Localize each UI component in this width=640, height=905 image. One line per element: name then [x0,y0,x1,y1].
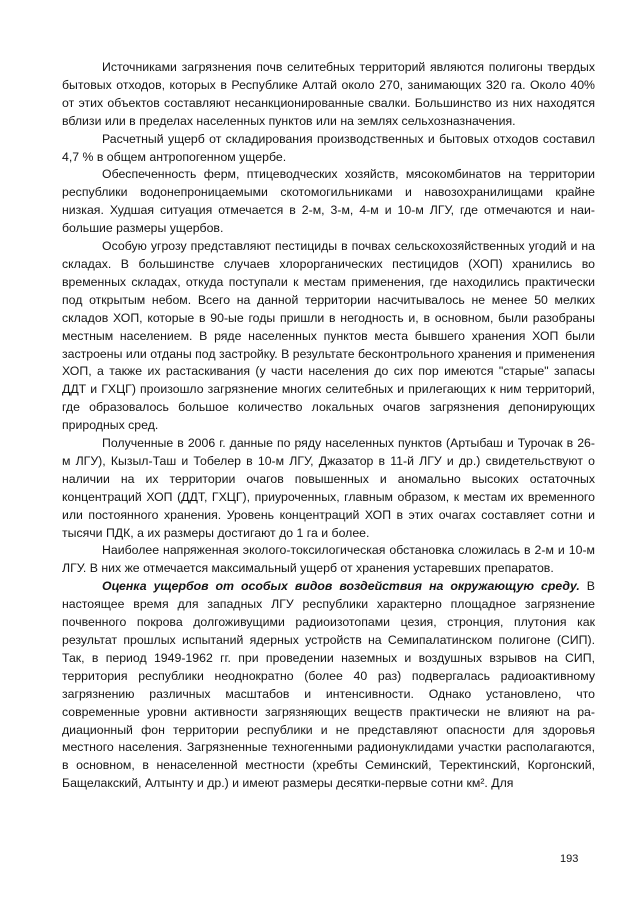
paragraph-landfills: Источниками загрязнения почв селитебных территорий являются полигоны твердых бытовых отходов, которых в Республике Алтай около 270, занимающих 320 га. Около 40% от этих объектов составляют несанкционированные свалки. Большинство из них находятся вблизи или в пределах населенных пунктов или на землях сельхозназначения. [62,60,595,128]
document-body [62,59,595,793]
section-text: В настоящее время для западных ЛГУ республики характерно площадное загрязнение почвенного покрова долгоживущими радиоизотопами цезия, стронция, плутония как результат прошлых испытаний ядерных устройств на Семипалатинском полигоне (СИП). Так, в период 1949-1962 гг. при проведении наземных и воздушных взрывов на СИП, территория республики неоднократно (более 40 раз) подвергалась радиоактивному загрязнению различных масштабов и интенсивности. Однако установлено, что современные уровни активности загрязняющих веществ практически не влияют на радиационный фон территории республики и не представляют опасности для здоровья местного населения. Загрязненные техногенными радионуклидами участки располагаются, в основном, в ненаселенной местности (хребты Семинский, Теректинский, Коргонский, Бащелакский, Алтынту и др.) и имеют размеры десятки-первые сотни км². Для [62,579,595,791]
section-heading: Оценка ущербов от особых видов воздействия на окружающую среду. [102,579,580,594]
paragraph-special-impacts [62,578,595,793]
paragraph-waste-damage: Расчетный ущерб от складирования производственных и бытовых отходов составил 4,7 % в общем антропогенном ущербе. [62,131,595,164]
paragraph-farms: Обеспеченность ферм, птицеводческих хозяйств, мясокомбинатов на территории республики водонепроницаемыми скотомогильниками и навозохранилищами крайне низкая. Худшая ситуация отмечается в 2-м, 3-м, 4-м и 10-м ЛГУ, где отмечаются и наибольшие размеры ущербов. [62,167,595,236]
page-number: 193 [560,853,579,865]
paragraph-toxic-situation: Наиболее напряженная эколого-токсилогическая обстановка сложилась в 2-м и 10-м ЛГУ. В них же отмечается максимальный ущерб от хранения устаревших препаратов. [62,543,595,576]
paragraph-pesticides: Особую угрозу представляют пестициды в почвах сельскохозяйственных угодий и на складах. В большинстве случаев хлорорганических пестицидов (ХОП) хранились во временных складах, откуда поступали к местам применения, где находились практически под открытым небом. Всего на данной территории насчитывалось не менее 50 мелких складов ХОП, которые в 90-ые годы пришли в негодность и, в основном, были разобраны местным населением. В ряде населенных пунктов места бывшего хранения ХОП были застроены или отданы под застройку. В результате бесконтрольного хранения и применения ХОП, а также их растаскивания (у части населения до сих пор имеются "старые" запасы ДДТ и ГХЦГ) произошло загрязнение многих селитебных и прилегающих к ним территорий, где образовалось большое количество локальных очагов загрязнения депонирующих природных сред. [62,239,595,433]
paragraph-2006-data: Полученные в 2006 г. данные по ряду населенных пунктов (Артыбаш и Турочак в 26-м ЛГУ), Кызыл-Таш и Тобелер в 10-м ЛГУ, Джазатор в 11-й ЛГУ и др.) свидетельствуют о наличии на их территории очагов повышенных и аномально высоких остаточных концентраций ХОП (ДДТ, ГХЦГ), приуроченных, главным образом, к местам их временного или постоянного хранения. Уровень концентраций ХОП в этих очагах составляет сотни и тысячи ПДК, а их размеры достигают до 1 га и более. [62,436,595,540]
